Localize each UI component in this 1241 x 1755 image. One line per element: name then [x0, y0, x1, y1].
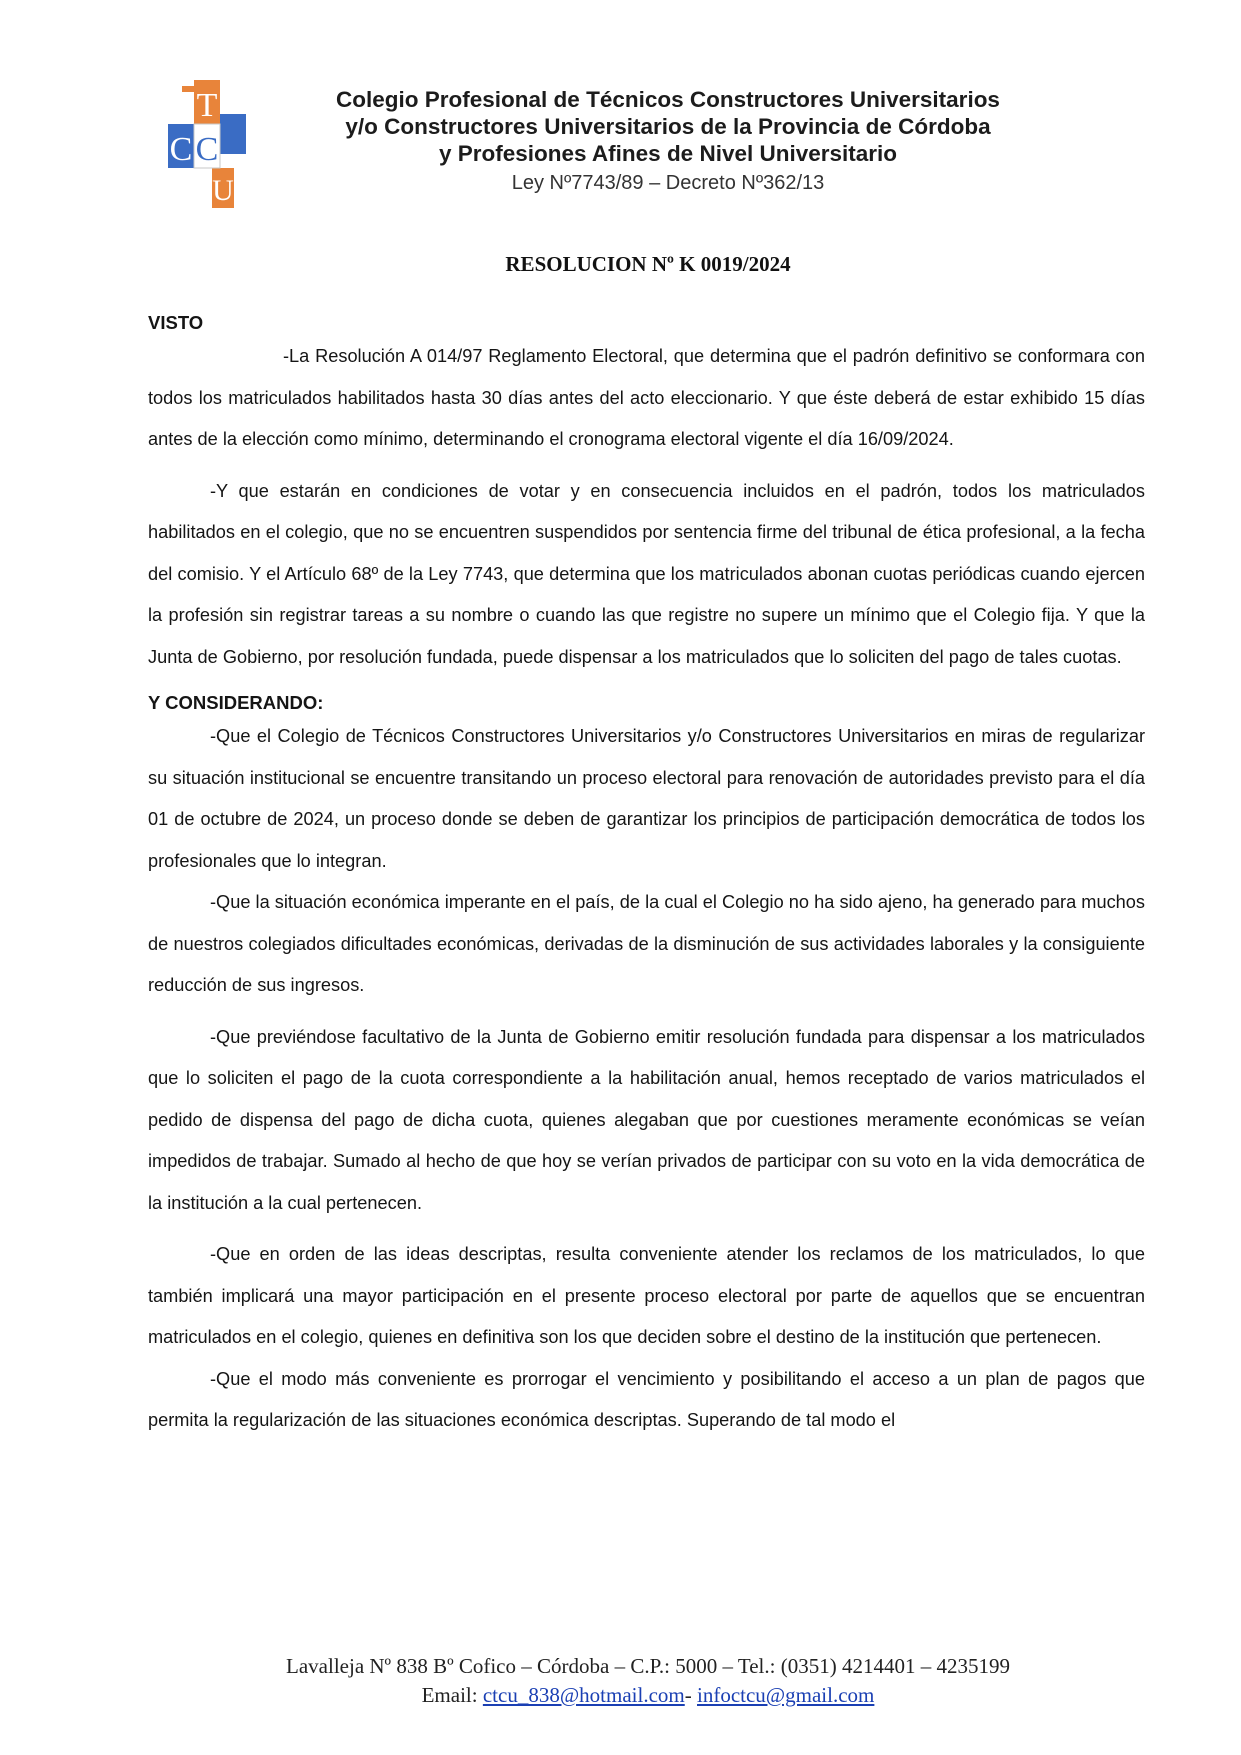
email-link-hotmail[interactable]: ctcu_838@hotmail.com — [482, 1683, 685, 1707]
visto-label: VISTO — [148, 312, 204, 333]
footer-email-label: Email: — [421, 1683, 478, 1707]
letterhead-line-3: y Profesiones Afines de Nivel Universitario — [438, 141, 898, 166]
footer-emails — [0, 1681, 1241, 1710]
letterhead-text — [268, 86, 1068, 198]
letterhead-line-1: Colegio Profesional de Técnicos Constructores Universitarios — [336, 87, 1000, 112]
considerando-paragraph-4: -Que en orden de las ideas descriptas, resulta conveniente atender los reclamos de los matriculados, lo que también implicará una mayor participación en el presente proceso electoral por parte de aquellos que se encuentran matriculados en el colegio, quienes en definitiva son los que deciden sobre el destino de la institución que pertenecen. — [148, 1244, 1145, 1347]
institution-logo — [168, 80, 246, 208]
visto-paragraph-1: -La Resolución A 014/97 Reglamento Electoral, que determina que el padrón definitivo se conformara con todos los matriculados habilitados hasta 30 días antes del acto eleccionario. Y que éste deberá de estar exhibido 15 días antes de la elección como mínimo, determinando el cronograma electoral vigente el día 16/09/2024. — [148, 346, 1145, 449]
letterhead — [168, 80, 1068, 210]
letterhead-line-2: y/o Constructores Universitarios de la Provincia de Córdoba — [345, 114, 991, 139]
considerando-paragraph-5: -Que el modo más conveniente es prorrogar el vencimiento y posibilitando el acceso a un plan de pagos que permita la regularización de las situaciones económica descriptas. Superando de tal modo el — [148, 1368, 1145, 1430]
considerando-label: Y CONSIDERANDO: — [148, 692, 324, 713]
considerando-paragraph-3: -Que previéndose facultativo de la Junta de Gobierno emitir resolución fundada para dispensar a los matriculados que lo soliciten el pago de la cuota correspondiente a la habilitación anual, hemos receptado de varios matriculados el pedido de dispensa del pago de dicha cuota, quienes alegaban que por cuestiones meramente económicas se veían impedidos de trabajar. Sumado al hecho de que hoy se verían privados de participar con su voto en la vida democrática de la institución a la cual pertenecen. — [148, 1026, 1145, 1213]
resolution-title: RESOLUCION Nº K 0019/2024 — [505, 252, 791, 276]
logo-letter-u: U — [212, 174, 234, 207]
logo-letter-c1: C — [169, 131, 193, 168]
logo-letter-c2: C — [195, 131, 219, 168]
logo-letter-t: T — [196, 87, 218, 124]
email-link-gmail[interactable]: infoctcu@gmail.com — [697, 1683, 875, 1707]
visto-paragraph-2: -Y que estarán en condiciones de votar y en consecuencia incluidos en el padrón, todos los matriculados habilitados en el colegio, que no se encuentren suspendidos por sentencia firme del tribunal de ética profesional, a la fecha del comisio. Y el Artículo 68º de la Ley 7743, que determina que los matriculados abonan cuotas periódicas cuando ejercen la profesión sin registrar tareas a su nombre o cuando las que registre no supere un mínimo que el Colegio fija. Y que la Junta de Gobierno, por resolución fundada, puede dispensar a los matriculados que lo soliciten del pago de tales cuotas. — [148, 480, 1145, 667]
footer-address: Lavalleja Nº 838 Bº Cofico – Córdoba – C.P.: 5000 – Tel.: (0351) 4214401 – 4235199 — [286, 1654, 1010, 1678]
page-footer — [0, 1652, 1241, 1710]
email-separator: - — [684, 1683, 692, 1707]
letterhead-law: Ley Nº7743/89 – Decreto Nº362/13 — [511, 172, 825, 194]
considerando-paragraph-2: -Que la situación económica imperante en el país, de la cual el Colegio no ha sido ajeno, ha generado para muchos de nuestros colegiados dificultades económicas, derivadas de la disminución de sus actividades laborales y la consiguiente reducción de sus ingresos. — [148, 892, 1145, 995]
considerando-paragraph-1: -Que el Colegio de Técnicos Constructores Universitarios y/o Constructores Universitarios en miras de regularizar su situación institucional se encuentre transitando un proceso electoral para renovación de autoridades previsto para el día 01 de octubre de 2024, un proceso donde se deben de garantizar los principios de participación democrática de todos los profesionales que lo integran. — [148, 726, 1145, 871]
document-body — [148, 308, 1145, 1442]
